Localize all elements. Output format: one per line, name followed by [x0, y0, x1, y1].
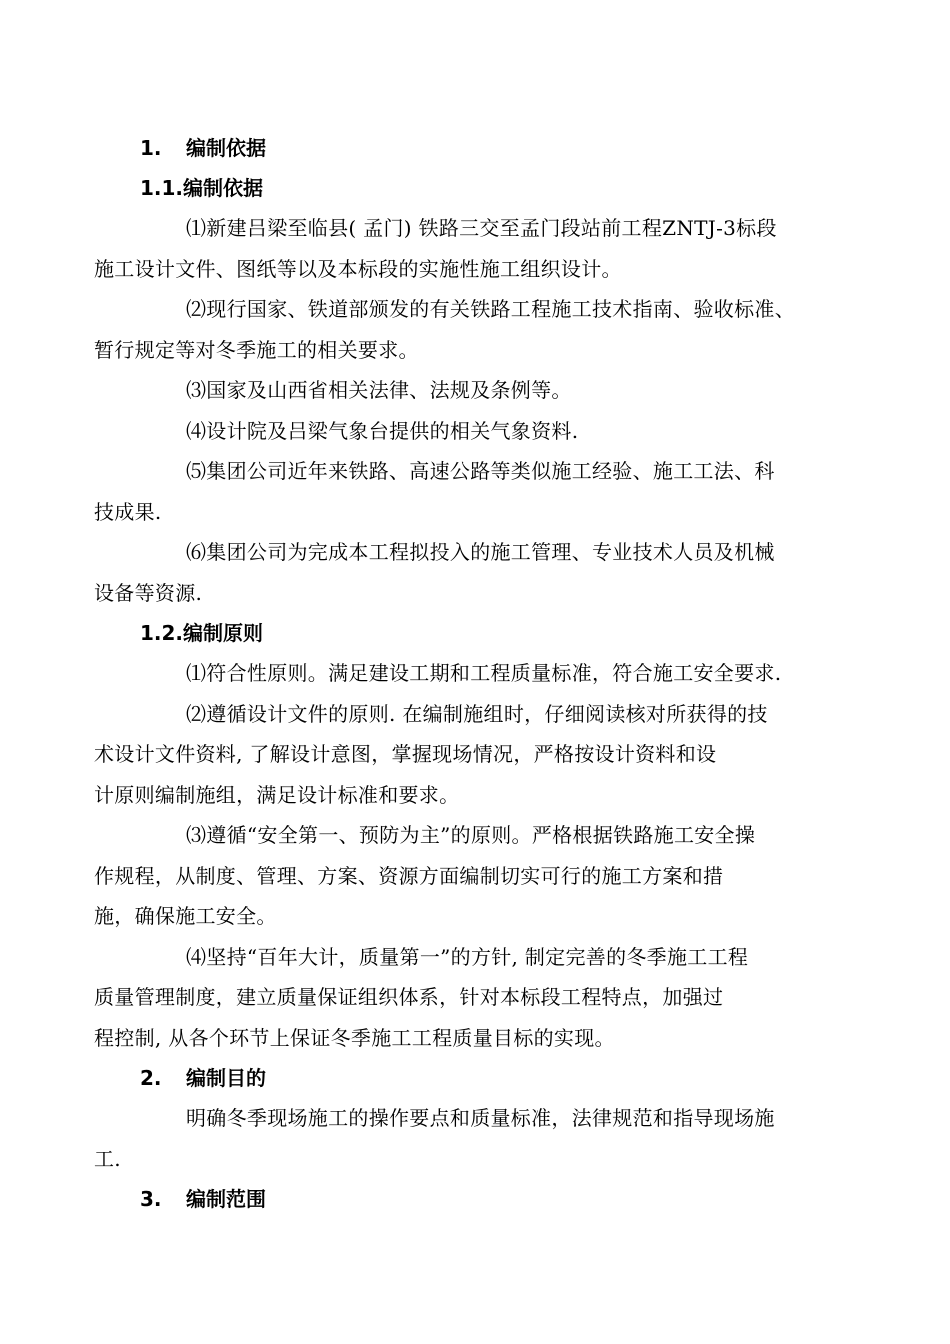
basis-list [94, 208, 870, 613]
section-title: 编制依据 [186, 136, 266, 160]
basis-item-4: ⑷设计院及吕梁气象台提供的相关气象资料. [186, 418, 579, 443]
principle-item-3: ⑶遵循“安全第一、预防为主”的原则。严格根据铁路施工安全操 作规程，从制度、管理、方案、资源方面编制切实可行的施工方案和措 施，确保施工安全。 [94, 823, 756, 928]
principle-item-2: ⑵遵循设计文件的原则. 在编制施组时，仔细阅读核对所获得的技 术设计文件资料, 了解设计意图，掌握现场情况，严格按设计资料和设 计原则编制施组，满足设计标准和要求。 [94, 701, 768, 807]
purpose-list [94, 1098, 870, 1179]
section-number: 1. [140, 136, 162, 160]
subsection-heading-1-1: 1.1.编制依据 [140, 176, 264, 200]
section-heading-3 [140, 1179, 870, 1219]
basis-item-2: ⑵现行国家、铁道部颁发的有关铁路工程施工技术指南、验收标准、 暂行规定等对冬季施工的相关要求。 [94, 297, 795, 362]
purpose-item-1: 明确冬季现场施工的操作要点和质量标准，法律规范和指导现场施 工. [94, 1106, 775, 1171]
section-title: 编制目的 [186, 1066, 266, 1090]
section-heading-1 [140, 128, 870, 168]
basis-item-3: ⑶国家及山西省相关法律、法规及条例等。 [186, 378, 572, 402]
basis-item-1: ⑴新建吕梁至临县( 孟门) 铁路三交至孟门段站前工程ZNTJ-3标段 施工设计文件、图纸等以及本标段的实施性施工组织设计。 [94, 216, 777, 281]
principle-item-1: ⑴符合性原则。满足建设工期和工程质量标准，符合施工安全要求. [186, 661, 782, 685]
principle-item-4: ⑷坚持“百年大计，质量第一”的方针, 制定完善的冬季施工工程 质量管理制度，建立质量保证组织体系，针对本标段工程特点，加强过 程控制, 从各个环节上保证冬季施工工程质量目标的实现。 [94, 944, 749, 1050]
section-heading-2 [140, 1058, 870, 1098]
principles-list [94, 653, 870, 1058]
section-number: 2. [140, 1066, 162, 1090]
section-title: 编制范围 [186, 1187, 266, 1211]
basis-item-6: ⑹集团公司为完成本工程拟投入的施工管理、专业技术人员及机械 设备等资源. [94, 540, 775, 605]
document-body [94, 128, 870, 1219]
basis-item-5: ⑸集团公司近年来铁路、高速公路等类似施工经验、施工工法、科 技成果. [94, 459, 775, 524]
subsection-heading-1-2: 1.2.编制原则 [140, 621, 264, 645]
section-number: 3. [140, 1187, 162, 1211]
